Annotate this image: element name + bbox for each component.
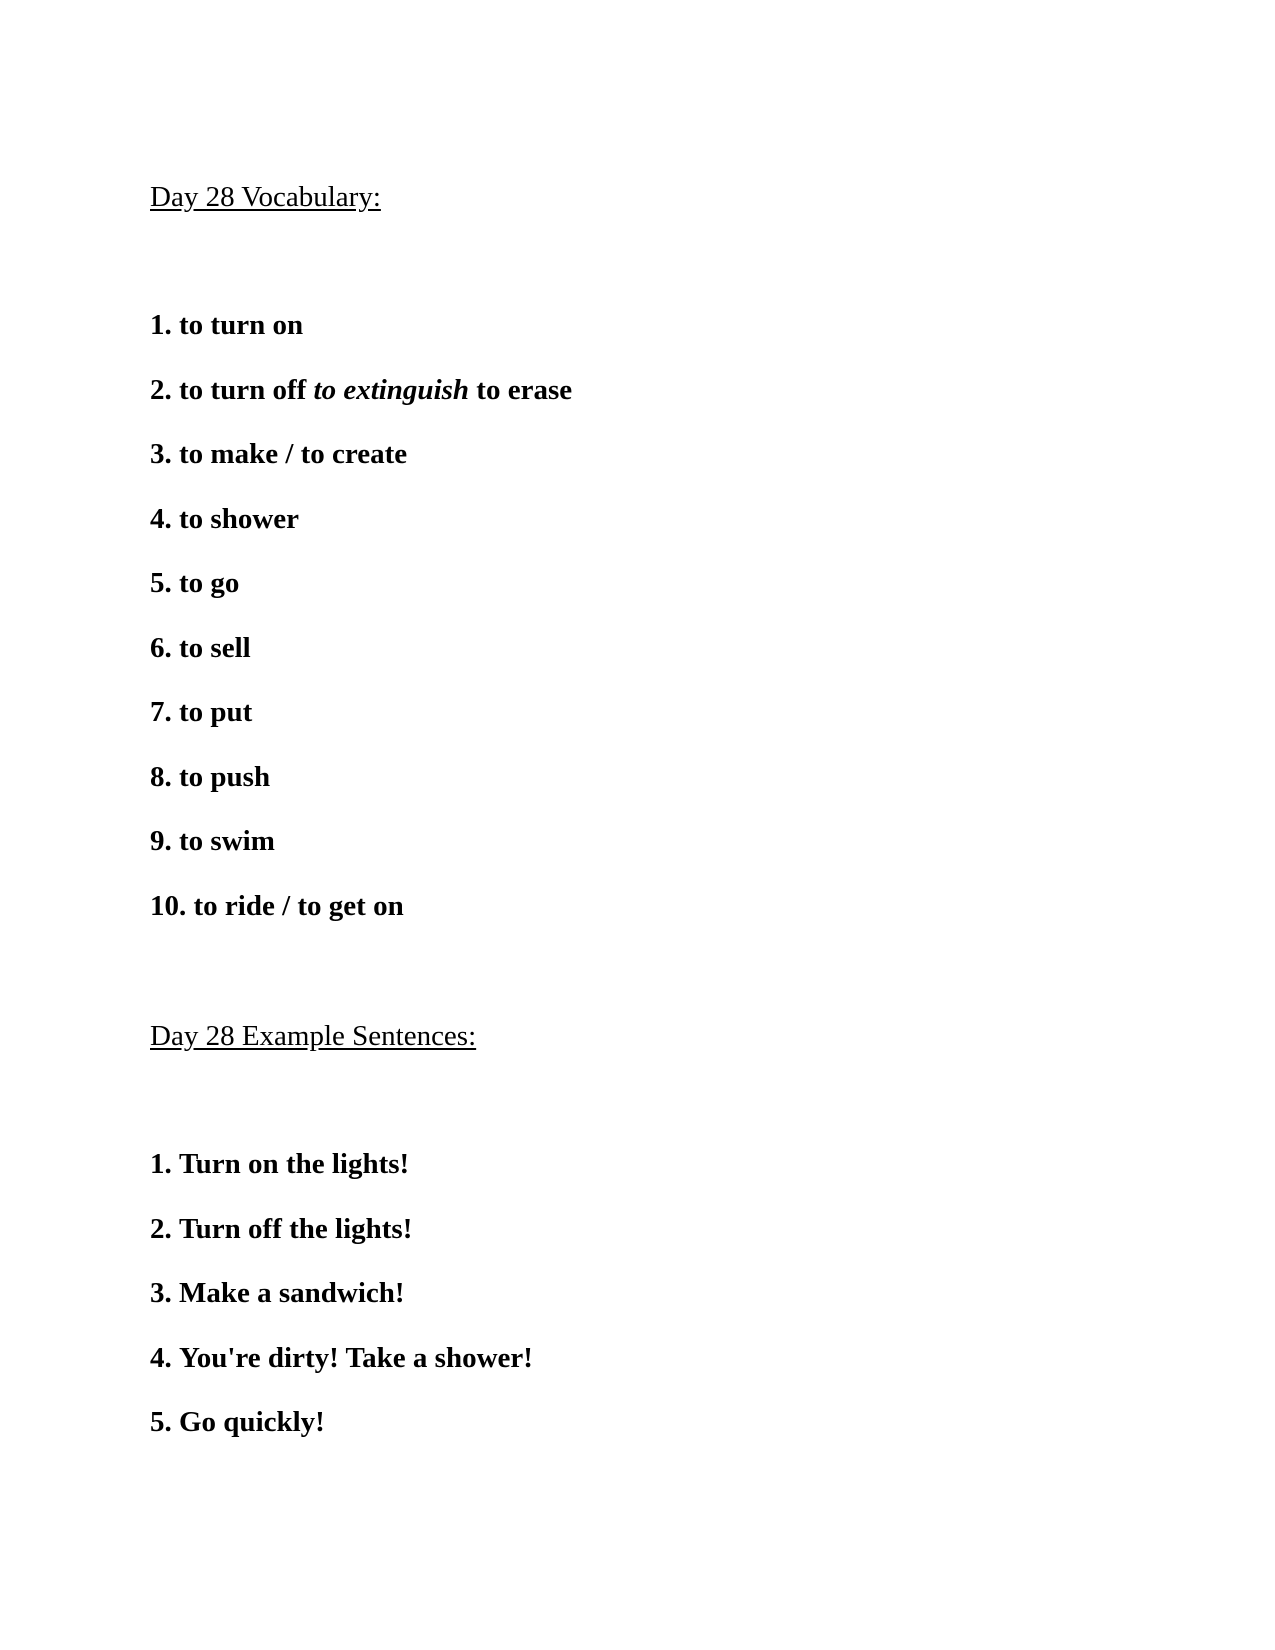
sentences-list bbox=[150, 1147, 1150, 1439]
vocabulary-list bbox=[150, 308, 1150, 923]
item-text: to push bbox=[179, 760, 271, 793]
vocabulary-item bbox=[150, 824, 1150, 858]
vocabulary-item bbox=[150, 760, 1150, 794]
item-text: to make / to create bbox=[179, 438, 408, 470]
item-text: Turn on the lights! bbox=[179, 1148, 410, 1180]
item-text: to swim bbox=[179, 825, 275, 857]
sentence-item bbox=[150, 1212, 1150, 1246]
item-after-text: to erase bbox=[476, 373, 573, 406]
vocabulary-item bbox=[150, 631, 1150, 665]
vocabulary-item bbox=[150, 373, 1150, 407]
item-text: to ride / to get on bbox=[193, 889, 404, 922]
vocabulary-section bbox=[150, 180, 1150, 953]
vocabulary-item bbox=[150, 695, 1150, 729]
item-italic-text: to extinguish bbox=[313, 373, 470, 406]
vocabulary-item bbox=[150, 308, 1150, 342]
sentence-item bbox=[150, 1405, 1150, 1439]
sentences-heading: Day 28 Example Sentences: bbox=[150, 1020, 477, 1052]
vocabulary-item bbox=[150, 889, 1150, 923]
sentence-item bbox=[150, 1276, 1150, 1310]
item-text: Go quickly! bbox=[179, 1406, 325, 1438]
item-text: to shower bbox=[179, 502, 300, 535]
item-number: 4. bbox=[150, 502, 172, 535]
item-number: 4. bbox=[150, 1341, 172, 1374]
item-number: 3. bbox=[150, 438, 172, 470]
item-number: 6. bbox=[150, 631, 172, 664]
item-number: 7. bbox=[150, 696, 172, 728]
item-text: to go bbox=[179, 567, 240, 599]
item-number: 5. bbox=[150, 1406, 172, 1438]
item-text: You're dirty! Take a shower! bbox=[179, 1341, 533, 1374]
item-number: 10. bbox=[150, 889, 187, 922]
item-text: to turn off bbox=[179, 373, 307, 406]
item-text: to sell bbox=[179, 631, 251, 664]
item-number: 2. bbox=[150, 373, 172, 406]
sentence-item bbox=[150, 1147, 1150, 1181]
item-number: 8. bbox=[150, 760, 172, 793]
item-number: 9. bbox=[150, 825, 172, 857]
item-number: 1. bbox=[150, 1148, 172, 1180]
item-text: to put bbox=[179, 696, 253, 728]
vocabulary-item bbox=[150, 502, 1150, 536]
sentences-section bbox=[150, 1019, 1150, 1470]
item-text: Turn off the lights! bbox=[179, 1212, 413, 1245]
item-text: to turn on bbox=[179, 309, 304, 341]
vocabulary-heading: Day 28 Vocabulary: bbox=[150, 181, 381, 213]
vocabulary-item bbox=[150, 566, 1150, 600]
item-number: 2. bbox=[150, 1212, 172, 1245]
sentence-item bbox=[150, 1341, 1150, 1375]
vocabulary-item bbox=[150, 437, 1150, 471]
item-number: 3. bbox=[150, 1277, 172, 1309]
item-number: 1. bbox=[150, 309, 172, 341]
item-number: 5. bbox=[150, 567, 172, 599]
item-text: Make a sandwich! bbox=[179, 1277, 405, 1309]
